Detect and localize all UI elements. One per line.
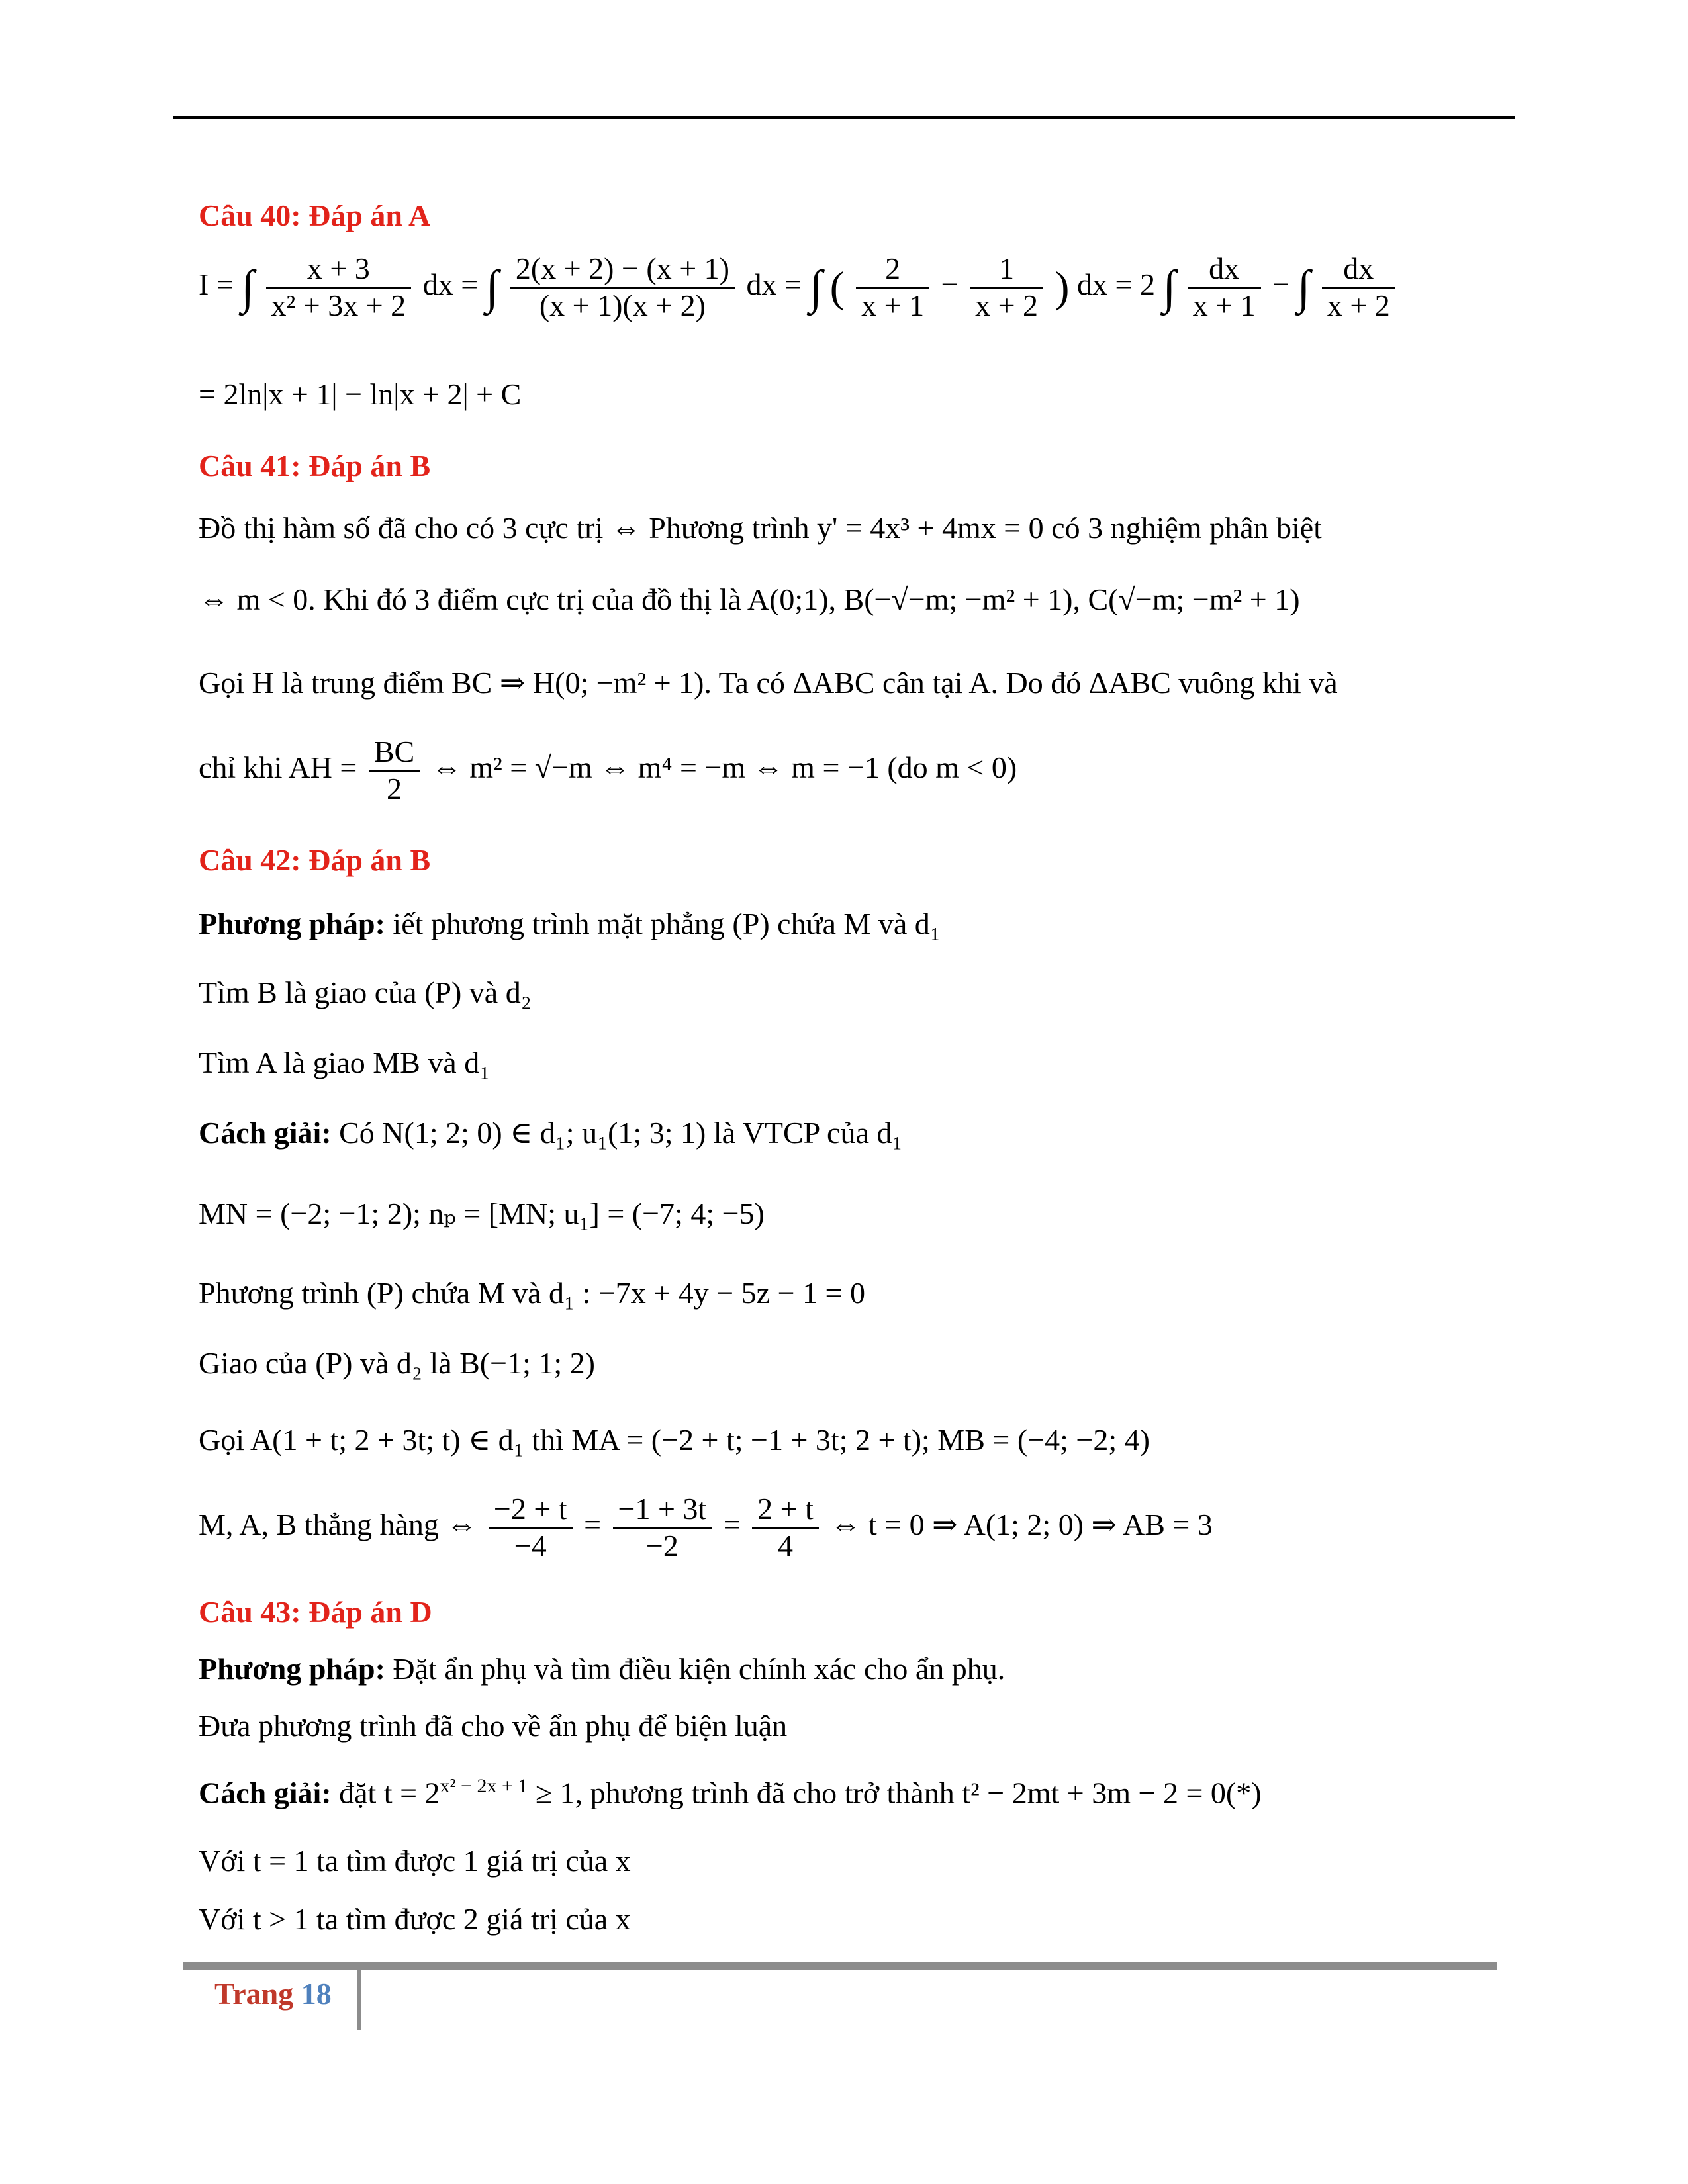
q42-line-5: MN = (−2; −1; 2); nₚ = [MN; u₁] = (−7; 4; −5) [199, 1197, 765, 1230]
q40-dx-2: dx = [746, 267, 802, 301]
q41-frac-bc: $\frac{BC}{2}$ [369, 735, 420, 807]
q43-solution-label: Cách giải: [199, 1776, 332, 1810]
footer-divider [357, 1970, 361, 2030]
q42-eq-2: = [723, 1507, 741, 1541]
q42-method-text: iết phương trình mặt phẳng (P) chứa M và d₁ [393, 907, 941, 940]
q42-solution-label: Cách giải: [199, 1116, 332, 1150]
q40-frac-5: $\frac{dx}{x + 1}$ [1188, 251, 1261, 324]
page-footer [214, 1976, 332, 2011]
paren-close-icon: ) [1055, 263, 1070, 312]
q42-eq-1: = [584, 1507, 602, 1541]
q41-line-2: ⇔ m < 0. Khi đó 3 điểm cực trị của đồ thị là A(0;1), B(−√−m; −m² + 1), C(√−m; −m² + 1) [199, 582, 1300, 616]
q40-frac-6: $\frac{dx}{x + 2}$ [1322, 251, 1395, 324]
integral-sign-icon: ∫ [241, 260, 254, 314]
q43-method-text: Đặt ẩn phụ và tìm điều kiện chính xác cho ẩn phụ. [393, 1652, 1006, 1686]
q40-minus-1: − [941, 267, 959, 301]
q41-line-4-pre: chỉ khi AH = [199, 750, 357, 784]
q42-line-9 [199, 1492, 1213, 1564]
integral-sign-icon: ∫ [1162, 260, 1176, 314]
q43-solution-pre: đặt t = 2 [339, 1776, 440, 1810]
q40-heading: Câu 40: Đáp án A [199, 199, 431, 232]
q41-line-4 [199, 735, 1017, 807]
q43-heading: Câu 43: Đáp án D [199, 1595, 432, 1629]
q42-line-8: Gọi A(1 + t; 2 + 3t; t) ∈ d₁ thì MA = (−2 + t; −1 + 3t; 2 + t); MB = (−4; −2; 4) [199, 1423, 1150, 1457]
q42-frac-2: $\frac{-1 + 3t}{-2}$ [613, 1492, 712, 1564]
q42-line-6: Phương trình (P) chứa M và d₁ : −7x + 4y − 5z − 1 = 0 [199, 1276, 865, 1310]
q42-solution [199, 1116, 902, 1151]
q40-frac-3: $\frac{2}{x + 1}$ [856, 251, 929, 324]
q43-method-label: Phương pháp: [199, 1652, 385, 1686]
q40-result: = 2ln|x + 1| − ln|x + 2| + C [199, 377, 522, 411]
q40-integral-line [199, 251, 1399, 324]
footer-rule [183, 1962, 1497, 1970]
q41-heading: Câu 41: Đáp án B [199, 449, 431, 482]
q40-frac-2: $\frac{2(x + 2) - (x + 1)}{(x + 1)(x + 2)}$ [510, 251, 735, 324]
q40-dx-1: dx = [422, 267, 479, 301]
q42-frac-3: $\frac{2 + t}{4}$ [752, 1492, 819, 1564]
q42-line-3: Tìm A là giao MB và d₁ [199, 1046, 491, 1079]
q40-frac-1: $\frac{x + 3}{\text{x² + 3x + 2}}$ [266, 251, 412, 324]
q41-line-1: Đồ thị hàm số đã cho có 3 cực trị ⇔ Phương trình y' = 4x³ + 4mx = 0 có 3 nghiệm phân biệt [199, 511, 1322, 545]
q43-solution [199, 1775, 1262, 1811]
q42-line-9-post: ⇔ t = 0 ⇒ A(1; 2; 0) ⇒ AB = 3 [830, 1507, 1213, 1541]
q42-solution-text: Có N(1; 2; 0) ∈ d₁; u₁(1; 3; 1) là VTCP của d₁ [339, 1116, 903, 1150]
q43-line-5: Với t > 1 ta tìm được 2 giá trị của x [199, 1902, 631, 1936]
paren-open-icon: ( [829, 263, 845, 312]
page-number: 18 [301, 1977, 332, 2011]
q43-line-2: Đưa phương trình đã cho về ẩn phụ để biện luận [199, 1709, 788, 1743]
integral-sign-icon: ∫ [485, 260, 499, 314]
q42-line-9-pre: M, A, B thẳng hàng ⇔ [199, 1507, 477, 1541]
integral-sign-icon: ∫ [809, 260, 823, 314]
header-rule [173, 116, 1515, 119]
q40-dx-3: dx = 2 [1077, 267, 1155, 301]
q43-solution-post: ≥ 1, phương trình đã cho trở thành t² − 2mt + 3m − 2 = 0(*) [528, 1776, 1262, 1810]
footer-label: Trang [214, 1977, 294, 2011]
q41-line-3: Gọi H là trung điểm BC ⇒ H(0; −m² + 1). Ta có ΔABC cân tại A. Do đó ΔABC vuông khi và [199, 666, 1338, 700]
q42-line-2: Tìm B là giao của (P) và d₂ [199, 976, 532, 1009]
q40-minus-2: − [1272, 267, 1290, 301]
integral-sign-icon: ∫ [1297, 260, 1311, 314]
q40-frac-4: $\frac{1}{x + 2}$ [970, 251, 1043, 324]
q43-exponent: x² − 2x + 1 [440, 1775, 528, 1797]
q42-method-label: Phương pháp: [199, 907, 385, 940]
q40-lhs: I = [199, 267, 234, 301]
q42-line-7: Giao của (P) và d₂ là B(−1; 1; 2) [199, 1346, 595, 1380]
q42-method [199, 907, 941, 942]
q42-heading: Câu 42: Đáp án B [199, 843, 431, 877]
q43-method [199, 1652, 1005, 1687]
q43-line-4: Với t = 1 ta tìm được 1 giá trị của x [199, 1844, 631, 1878]
q41-line-4-post: ⇔ m² = √−m ⇔ m⁴ = −m ⇔ m = −1 (do m < 0) [431, 750, 1017, 784]
q42-frac-1: $\frac{-2 + t}{-4}$ [489, 1492, 573, 1564]
